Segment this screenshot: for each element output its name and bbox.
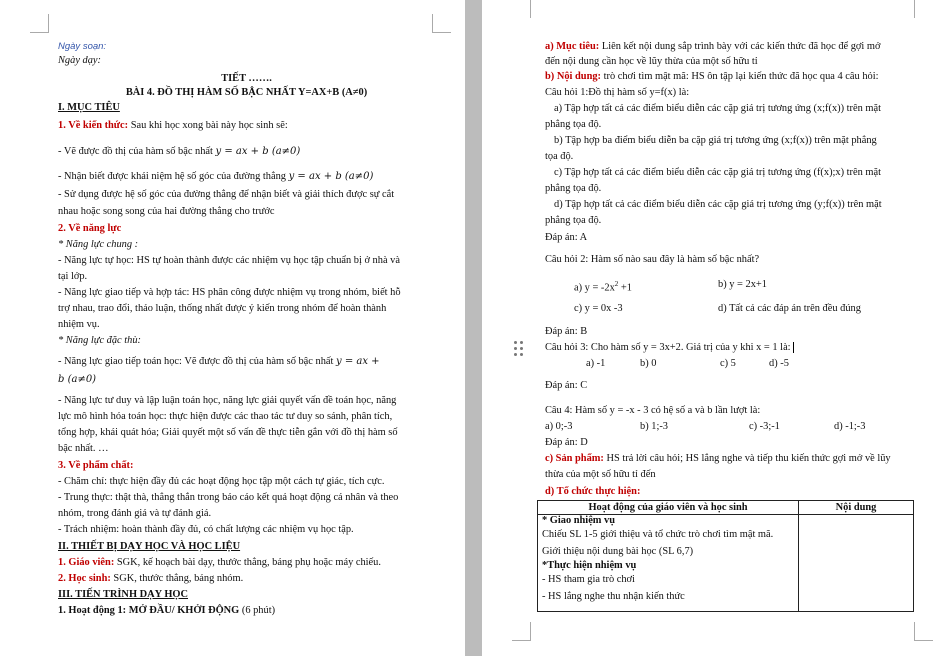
question-2[interactable]: Câu hỏi 2: Hàm số nào sau đây là hàm số bậc nhất? bbox=[545, 254, 760, 265]
teacher-text: SGK, kế hoạch bài dạy, thước thẳng, bảng phụ hoặc máy chiếu. bbox=[114, 557, 381, 568]
goal-line-2[interactable]: đến nội dung cần học về lũy thừa của một số hữu tỉ bbox=[545, 56, 758, 67]
question-1-option-c-line-2[interactable]: phẳng tọa độ. bbox=[545, 183, 602, 194]
general-ability-1-line-1[interactable]: - Năng lực tự học: HS tự hoàn thành được các nhiệm vụ học tập chuẩn bị ở nhà và bbox=[58, 255, 400, 266]
specific-ability-2-line-4[interactable]: bậc nhất. … bbox=[58, 443, 109, 454]
question-3[interactable] bbox=[545, 341, 794, 354]
crop-mark-bottom-left bbox=[512, 0, 531, 18]
knowledge-item-2[interactable] bbox=[58, 170, 373, 183]
specific-ability-2-line-2[interactable]: lực mô hình hóa toán học: thực hiện được các thao tác tư duy so sánh, phân tích, bbox=[58, 411, 393, 422]
crop-mark-top-left bbox=[30, 14, 49, 33]
table-line: - HS lắng nghe thu nhận kiến thức bbox=[542, 590, 685, 602]
specific-ability-1-math: y = ax + bbox=[336, 356, 380, 367]
question-1-option-d-line-2[interactable]: phẳng tọa độ. bbox=[545, 215, 602, 226]
product-label: c) Sản phẩm: bbox=[545, 453, 604, 464]
content-label: b) Nội dung: bbox=[545, 71, 602, 82]
question-1-option-d-line-1[interactable]: d) Tập hợp tất cả các điểm biểu diễn các cặp giá trị tương ứng (y;f(x)) trên mặt bbox=[554, 199, 882, 210]
specific-ability-1-math-cont: b (a≠0) bbox=[58, 374, 97, 385]
document-page-right[interactable] bbox=[482, 0, 947, 656]
text-cursor bbox=[793, 342, 794, 353]
question-1-option-b-line-1[interactable]: b) Tập hợp ba điểm biểu diễn ba cặp giá trị tương ứng (x;f(x)) trên mặt phẳng bbox=[554, 135, 877, 146]
question-4-option-b[interactable]: b) 1;-3 bbox=[640, 421, 668, 432]
content-text: trò chơi tìm mật mã: HS ôn tập lại kiến thức đã học qua 4 câu hỏi: bbox=[601, 71, 879, 82]
table-header-activity[interactable]: Hoạt động của giáo viên và học sinh bbox=[538, 501, 799, 515]
answer-3[interactable]: Đáp án: C bbox=[545, 380, 588, 391]
crop-mark-top-right bbox=[432, 14, 451, 33]
quality-2-line-1[interactable]: - Trung thực: thật thà, thẳng thắn trong báo cáo kết quả hoạt động cá nhân và theo bbox=[58, 492, 399, 503]
question-1-option-b-line-2[interactable]: tọa độ. bbox=[545, 151, 574, 162]
knowledge-text: Sau khi học xong bài này học sinh sẽ: bbox=[128, 120, 288, 131]
activity-1-heading[interactable] bbox=[58, 604, 275, 617]
question-4-option-a[interactable]: a) 0;-3 bbox=[545, 421, 573, 432]
specific-ability-1-text: - Năng lực giao tiếp toán học: Vẽ được đồ thị của hàm số bậc nhất bbox=[58, 356, 336, 367]
content-line[interactable] bbox=[545, 70, 878, 83]
activity-1-title: 1. Hoạt động 1: MỞ ĐẦU/ KHỞI ĐỘNG bbox=[58, 605, 240, 616]
goal-label: a) Mục tiêu: bbox=[545, 41, 600, 52]
quality-2-line-2[interactable]: nhóm, trong đánh giá và tự đánh giá. bbox=[58, 508, 212, 519]
question-1-option-c-line-1[interactable]: c) Tập hợp tất cả các điểm biểu diễn các cặp giá trị tương ứng (f(x);x) trên mặt bbox=[554, 167, 882, 178]
knowledge-item-2-math: y = ax + b (a≠0) bbox=[288, 171, 374, 182]
section-process[interactable]: III. TIẾN TRÌNH DẠY HỌC bbox=[58, 589, 189, 600]
activity-1-time: (6 phút) bbox=[239, 605, 276, 616]
teacher-line[interactable] bbox=[58, 556, 381, 569]
question-2-option-d[interactable]: d) Tất cả các đáp án trên đều đúng bbox=[718, 303, 861, 314]
section-objectives[interactable]: I. MỤC TIÊU bbox=[58, 102, 120, 113]
knowledge-label: 1. Về kiến thức: bbox=[58, 120, 129, 131]
crop-mark-top-right bbox=[914, 622, 933, 641]
question-4-option-c[interactable]: c) -3;-1 bbox=[749, 421, 780, 432]
question-2-option-a-text: a) y = -2x bbox=[574, 282, 615, 294]
question-1-option-a-line-1[interactable]: a) Tập hợp tất cả các điểm biểu diễn các cặp giá trị tương ứng (x;f(x)) trên mặt bbox=[554, 103, 882, 114]
goal-line-1[interactable] bbox=[545, 40, 880, 53]
question-1[interactable]: Câu hỏi 1:Đồ thị hàm số y=f(x) là: bbox=[545, 87, 690, 98]
question-3-option-a[interactable]: a) -1 bbox=[586, 358, 606, 369]
table-line: Chiếu SL 1-5 giới thiệu và tổ chức trò chơi tìm mật mã. bbox=[542, 529, 774, 540]
table-line: - HS tham gia trò chơi bbox=[542, 574, 635, 585]
table-row bbox=[538, 515, 914, 612]
question-2-option-a[interactable] bbox=[574, 278, 632, 294]
table-header-content[interactable]: Nội dung bbox=[799, 501, 914, 515]
lesson-period[interactable]: TIẾT ……. bbox=[221, 73, 272, 84]
knowledge-item-1-math: y = ax + b (a≠0) bbox=[215, 146, 301, 157]
crop-mark-bottom-right bbox=[914, 0, 933, 18]
student-line[interactable] bbox=[58, 572, 243, 585]
ability-label[interactable]: 2. Về năng lực bbox=[58, 223, 122, 234]
question-2-option-c[interactable]: c) y = 0x -3 bbox=[574, 303, 623, 314]
table-cell-content[interactable] bbox=[799, 515, 914, 612]
teach-date[interactable]: Ngày dạy: bbox=[58, 55, 101, 66]
lesson-title[interactable]: BÀI 4. ĐỒ THỊ HÀM SỐ BẬC NHẤT Y=AX+B (A≠0) bbox=[125, 87, 368, 98]
answer-2[interactable]: Đáp án: B bbox=[545, 326, 588, 337]
crop-mark-top-left bbox=[512, 622, 531, 641]
goal-text: Liên kết nội dung sắp trình bày với các kiến thức đã học để gợi mở bbox=[599, 41, 881, 52]
product-text: HS trả lời câu hỏi; HS lắng nghe và tiếp thu kiến thức gợi mở về lũy bbox=[603, 453, 891, 464]
activity-table[interactable] bbox=[537, 500, 914, 612]
question-4-option-d[interactable]: d) -1;-3 bbox=[834, 421, 866, 432]
knowledge-item-1-text: - Vẽ được đồ thị của hàm số bậc nhất bbox=[58, 146, 216, 157]
question-4[interactable]: Câu 4: Hàm số y = -x - 3 có hệ số a và b lần lượt là: bbox=[545, 405, 761, 416]
question-2-option-a-exponent: 2 bbox=[614, 280, 619, 288]
prep-date[interactable]: Ngày soạn: bbox=[58, 41, 107, 52]
knowledge-line[interactable] bbox=[58, 119, 288, 132]
question-3-option-d[interactable]: d) -5 bbox=[769, 358, 789, 369]
question-3-option-c[interactable]: c) 5 bbox=[720, 358, 736, 369]
quality-3[interactable]: - Trách nhiệm: hoàn thành đầy đủ, có chất lượng các nhiệm vụ học tập. bbox=[58, 524, 354, 535]
answer-4[interactable]: Đáp án: D bbox=[545, 437, 588, 448]
teacher-label: 1. Giáo viên: bbox=[58, 557, 115, 568]
general-ability-2-line-3[interactable]: nhiệm vụ. bbox=[58, 319, 100, 330]
drag-handle-icon[interactable] bbox=[514, 341, 524, 357]
product-line-1[interactable] bbox=[545, 452, 891, 465]
student-text: SGK, thước thẳng, bảng nhóm. bbox=[110, 573, 244, 584]
specific-ability-2-line-3[interactable]: tổng hợp, khái quát hóa; Giải quyết một số vấn đề thực tiễn gắn với đồ thị hàm số bbox=[58, 427, 398, 438]
question-2-option-a-tail: +1 bbox=[618, 282, 632, 294]
specific-ability-2-line-1[interactable]: - Năng lực tư duy và lập luận toán học, năng lực giải quyết vấn đề toán học, năng bbox=[58, 395, 397, 406]
document-page-left[interactable] bbox=[0, 0, 465, 656]
table-line-perform-task: *Thực hiện nhiệm vụ bbox=[542, 560, 637, 571]
organization-label[interactable]: d) Tổ chức thực hiện: bbox=[545, 486, 641, 497]
student-label: 2. Học sinh: bbox=[58, 573, 111, 584]
table-line: Giới thiệu nội dung bài học (SL 6,7) bbox=[542, 545, 694, 557]
answer-1[interactable]: Đáp án: A bbox=[545, 232, 588, 243]
question-3-option-b[interactable]: b) 0 bbox=[640, 358, 657, 369]
section-equipment[interactable]: II. THIẾT BỊ DẠY HỌC VÀ HỌC LIỆU bbox=[58, 541, 241, 552]
specific-ability-1-line-2[interactable] bbox=[58, 373, 96, 386]
table-cell-activity[interactable] bbox=[538, 515, 799, 612]
table-header-row bbox=[538, 501, 914, 515]
question-2-option-b[interactable]: b) y = 2x+1 bbox=[718, 279, 767, 290]
specific-ability-label[interactable]: * Năng lực đặc thù: bbox=[58, 335, 142, 346]
question-1-option-a-line-2[interactable]: phẳng tọa độ. bbox=[545, 119, 602, 130]
knowledge-item-3-line-2[interactable]: nhau hoặc song song của hai đường thẳng cho trước bbox=[58, 206, 275, 217]
quality-label[interactable]: 3. Về phẩm chất: bbox=[58, 460, 134, 471]
general-ability-label[interactable]: * Năng lực chung : bbox=[58, 239, 139, 250]
question-3-text: Câu hỏi 3: Cho hàm số y = 3x+2. Giá trị của y khi x = 1 là: bbox=[545, 342, 791, 353]
general-ability-1-line-2[interactable]: tại lớp. bbox=[58, 271, 88, 282]
knowledge-item-1[interactable] bbox=[58, 145, 300, 158]
table-line-assign-task: * Giao nhiệm vụ bbox=[542, 515, 616, 526]
general-ability-2-line-1[interactable]: - Năng lực giao tiếp và hợp tác: HS phân công được nhiệm vụ trong nhóm, biết hỗ bbox=[58, 287, 401, 298]
product-line-2[interactable]: thừa của một số hữu tỉ đến bbox=[545, 469, 656, 480]
knowledge-item-2-text: - Nhận biết được khái niệm hệ số góc của đường thẳng bbox=[58, 171, 289, 182]
knowledge-item-3-line-1[interactable]: - Sử dụng được hệ số góc của đường thẳng để nhận biết và giải thích được sự cắt bbox=[58, 189, 395, 200]
general-ability-2-line-2[interactable]: trợ nhau, trao đổi, thảo luận, thống nhất được ý kiến trong nhóm để hoàn thành bbox=[58, 303, 387, 314]
quality-1[interactable]: - Chăm chỉ: thực hiện đầy đủ các hoạt động học tập một cách tự giác, tích cực. bbox=[58, 476, 385, 487]
specific-ability-1-line-1[interactable] bbox=[58, 355, 380, 368]
